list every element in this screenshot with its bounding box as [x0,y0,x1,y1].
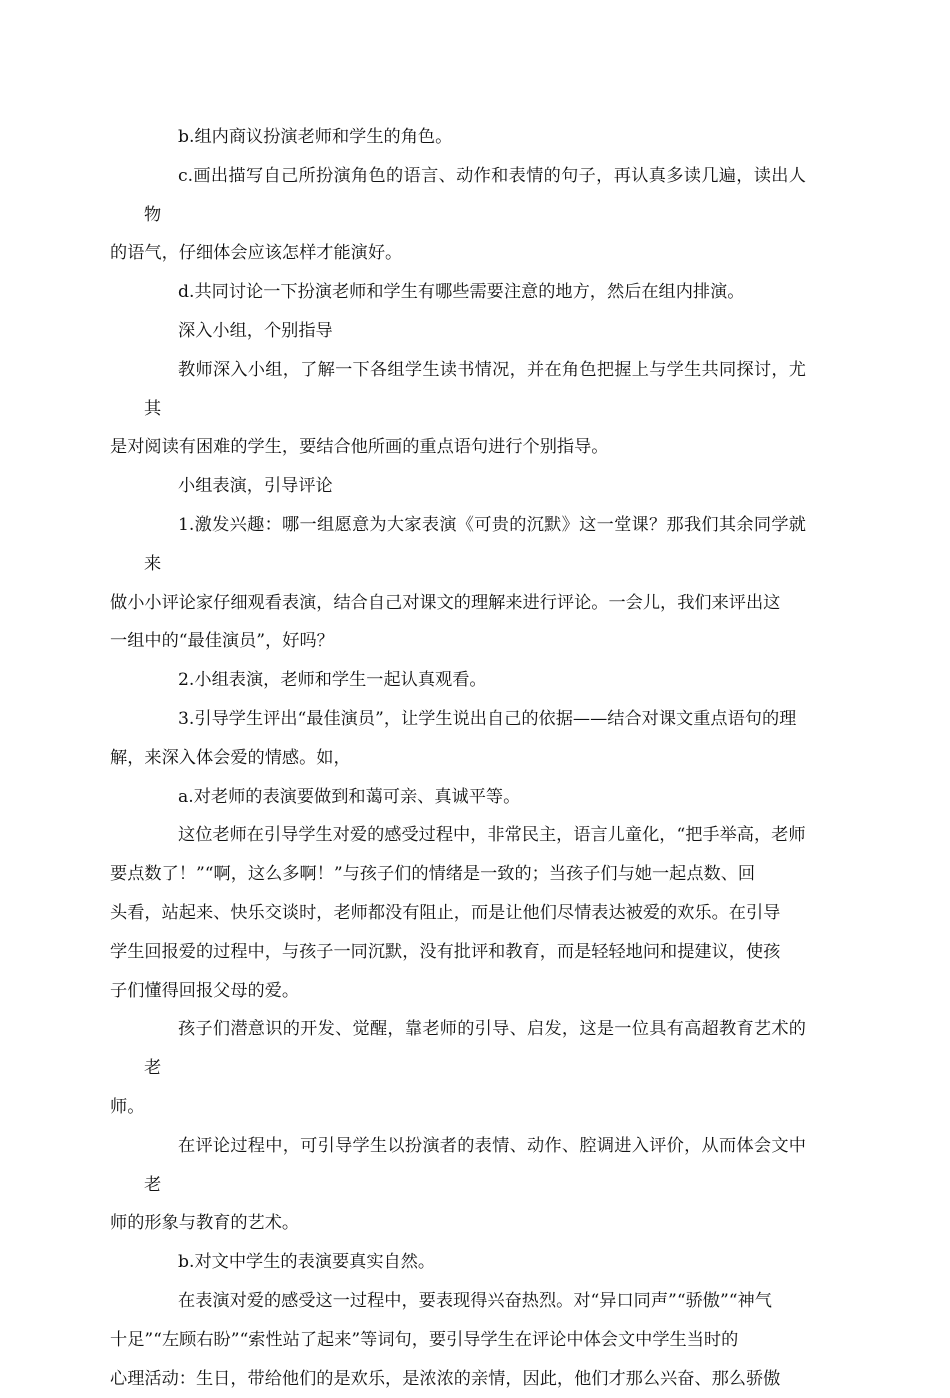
paragraph-line: 在表演对爱的感受这一过程中，要表现得兴奋热烈。对“异口同声”“骄傲”“神气 [144,1282,806,1321]
paragraph-line: 小组表演，引导评论 [144,467,806,506]
paragraph-line: 解，来深入体会爱的情感。如， [110,739,806,778]
paragraph-line: 2.小组表演，老师和学生一起认真观看。 [144,661,806,700]
paragraph-line: a.对老师的表演要做到和蔼可亲、真诚平等。 [144,778,806,817]
document-body [144,118,806,1398]
paragraph-line: 师的形象与教育的艺术。 [110,1204,806,1243]
paragraph-line: b.组内商议扮演老师和学生的角色。 [144,118,806,157]
paragraph [144,506,806,661]
paragraph-line: 这位老师在引导学生对爱的感受过程中，非常民主，语言儿童化，“把手举高，老师 [144,816,806,855]
paragraph-line: 学生回报爱的过程中，与孩子一同沉默，没有批评和教育，而是轻轻地问和提建议，使孩 [110,933,806,972]
paragraph-line: 子们懂得回报父母的爱。 [110,972,806,1011]
paragraph-line: 头看，站起来、快乐交谈时，老师都没有阻止，而是让他们尽情表达被爱的欢乐。在引导 [110,894,806,933]
paragraph [144,157,806,273]
paragraph-line: 孩子们潜意识的开发、觉醒，靠老师的引导、启发，这是一位具有高超教育艺术的老 [144,1010,806,1088]
paragraph-line: c.画出描写自己所扮演角色的语言、动作和表情的句子，再认真多读几遍，读出人物 [144,157,806,235]
paragraph [144,312,806,351]
paragraph-line: 心理活动：生日，带给他们的是欢乐，是浓浓的亲情，因此，他们才那么兴奋、那么骄傲 [110,1360,806,1398]
paragraph-line: 十足”“左顾右盼”“索性站了起来”等词句，要引导学生在评论中体会文中学生当时的 [110,1321,806,1360]
paragraph-line: 一组中的“最佳演员”，好吗？ [110,622,806,661]
paragraph [144,778,806,817]
paragraph-line: d.共同讨论一下扮演老师和学生有哪些需要注意的地方，然后在组内排演。 [144,273,806,312]
paragraph [144,661,806,700]
paragraph [144,816,806,1010]
paragraph [144,467,806,506]
paragraph-line: 教师深入小组，了解一下各组学生读书情况，并在角色把握上与学生共同探讨，尤其 [144,351,806,429]
paragraph-line: 的语气，仔细体会应该怎样才能演好。 [110,234,806,273]
paragraph-line: 3.引导学生评出“最佳演员”，让学生说出自己的依据——结合对课文重点语句的理 [144,700,806,739]
paragraph [144,273,806,312]
paragraph-line: b.对文中学生的表演要真实自然。 [144,1243,806,1282]
paragraph [144,1010,806,1126]
paragraph-line: 在评论过程中，可引导学生以扮演者的表情、动作、腔调进入评价，从而体会文中老 [144,1127,806,1205]
paragraph-line: 1.激发兴趣：哪一组愿意为大家表演《可贵的沉默》这一堂课？那我们其余同学就来 [144,506,806,584]
paragraph [144,1282,806,1398]
paragraph-line: 要点数了！”“啊，这么多啊！”与孩子们的情绪是一致的；当孩子们与她一起点数、回 [110,855,806,894]
paragraph-line: 做小小评论家仔细观看表演，结合自己对课文的理解来进行评论。一会儿，我们来评出这 [110,584,806,623]
paragraph [144,700,806,778]
paragraph [144,351,806,467]
paragraph-line: 师。 [110,1088,806,1127]
paragraph-line: 是对阅读有困难的学生，要结合他所画的重点语句进行个别指导。 [110,428,806,467]
paragraph [144,118,806,157]
paragraph-line: 深入小组，个别指导 [144,312,806,351]
paragraph [144,1127,806,1243]
paragraph [144,1243,806,1282]
